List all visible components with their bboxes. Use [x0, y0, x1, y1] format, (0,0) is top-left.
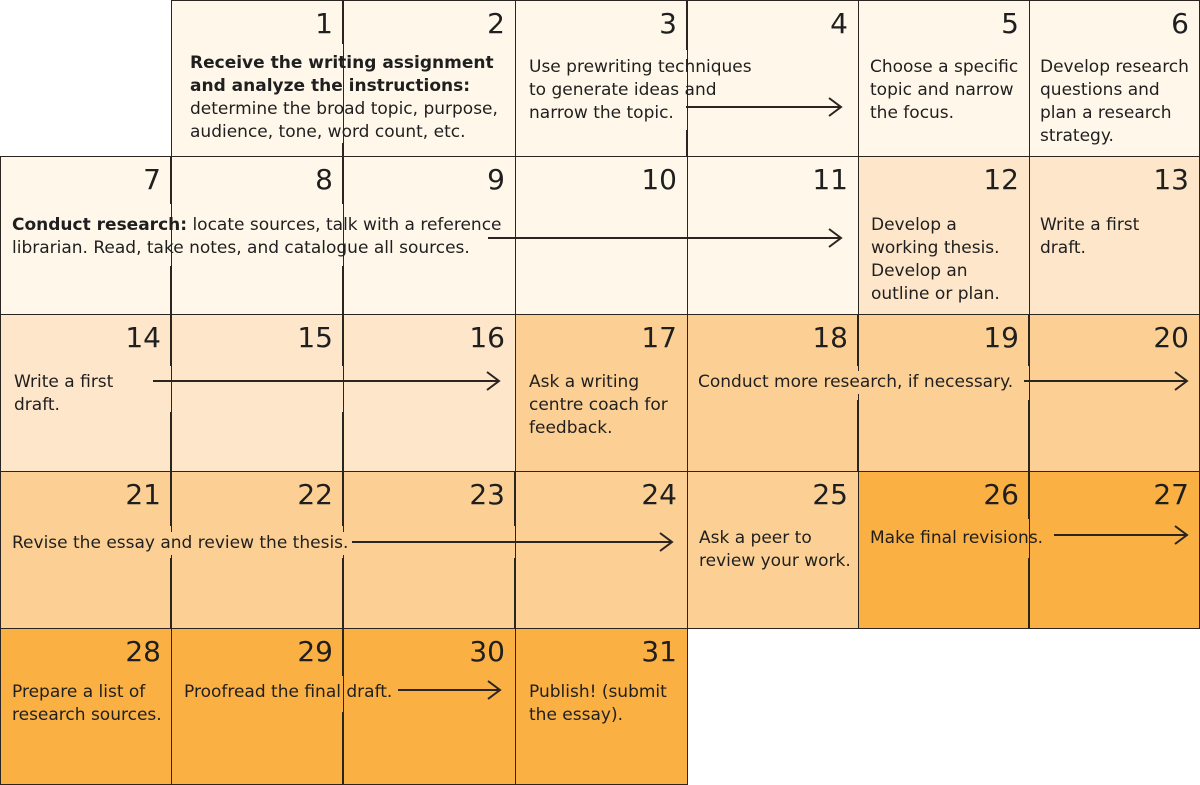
- task-label: Develop research questions and plan a research strategy.: [1040, 57, 1189, 146]
- cell-divider: [170, 266, 172, 315]
- day-number: 27: [1153, 478, 1189, 511]
- cell-divider: [342, 0, 344, 44]
- task-first-draft-14: [14, 371, 144, 417]
- cell-divider: [1028, 471, 1030, 519]
- day-number: 11: [812, 163, 848, 196]
- task-label: Choose a specific topic and narrow the focus.: [870, 57, 1019, 123]
- task-label-bold: Conduct research:: [12, 215, 188, 235]
- task-label: Revise the essay and review the thesis.: [12, 533, 349, 553]
- task-label: Ask a peer to review your work.: [699, 528, 851, 571]
- task-conduct-research: [12, 214, 507, 260]
- cell-divider: [170, 314, 172, 366]
- day-number: 13: [1153, 163, 1189, 196]
- cell-divider: [170, 156, 172, 204]
- day-number: 20: [1153, 321, 1189, 354]
- cell-divider: [342, 412, 344, 472]
- day-cell-15: [171, 314, 344, 472]
- task-choose-topic: [870, 56, 1028, 125]
- cell-divider: [342, 266, 344, 315]
- task-working-thesis: [871, 214, 1016, 306]
- day-number: 16: [469, 321, 505, 354]
- day-number: 23: [469, 478, 505, 511]
- task-label: Publish! (submit the essay).: [529, 682, 667, 725]
- task-analyze-assignment: [190, 52, 506, 144]
- task-publish: [529, 681, 679, 727]
- task-label-bold: Receive the writing assignment and analyze the instructions:: [190, 53, 494, 96]
- task-label: Conduct more research, if necessary.: [698, 372, 1014, 392]
- cell-divider: [342, 558, 344, 629]
- task-research-sources: [12, 681, 170, 727]
- day-number: 17: [641, 321, 677, 354]
- day-number: 12: [983, 163, 1019, 196]
- cell-divider: [170, 412, 172, 472]
- day-cell-26: [858, 471, 1030, 629]
- day-number: 29: [297, 635, 333, 668]
- cell-divider: [686, 0, 688, 50]
- task-writing-coach: [529, 371, 679, 440]
- day-cell-30: [343, 628, 516, 785]
- day-cell-29: [171, 628, 344, 785]
- day-cell-11: [687, 156, 859, 315]
- task-label: locate sources, talk with a reference librarian. Read, take notes, and catalogue all sources.: [12, 215, 502, 258]
- task-label: Make final revisions.: [870, 528, 1044, 548]
- day-number: 3: [659, 7, 677, 40]
- cell-divider: [170, 558, 172, 629]
- day-number: 22: [297, 478, 333, 511]
- cell-divider: [342, 314, 344, 366]
- task-revise-essay: [12, 532, 350, 555]
- task-label: Use prewriting techniques to generate ideas and narrow the topic.: [529, 57, 752, 123]
- day-number: 30: [469, 635, 505, 668]
- day-cell-27: [1029, 471, 1200, 629]
- day-number: 1: [315, 7, 333, 40]
- cell-divider: [1028, 400, 1030, 472]
- cell-divider: [1028, 314, 1030, 366]
- day-number: 2: [487, 7, 505, 40]
- task-peer-review: [699, 527, 851, 573]
- cell-divider: [170, 471, 172, 526]
- cell-divider: [514, 558, 516, 629]
- cell-divider: [342, 471, 344, 526]
- day-cell-20: [1029, 314, 1200, 472]
- day-cell-23: [343, 471, 516, 629]
- task-final-revisions: [870, 527, 1043, 550]
- day-number: 9: [487, 163, 505, 196]
- day-number: 7: [143, 163, 161, 196]
- cell-divider: [1028, 558, 1030, 629]
- cell-divider: [686, 130, 688, 157]
- day-number: 24: [641, 478, 677, 511]
- task-label: Write a first draft.: [14, 372, 114, 415]
- cell-divider: [857, 400, 859, 472]
- task-label: determine the broad topic, purpose, audience, tone, word count, etc.: [190, 99, 498, 142]
- day-number: 6: [1171, 7, 1189, 40]
- task-label: Develop a working thesis. Develop an outline or plan.: [871, 215, 1000, 304]
- day-number: 18: [812, 321, 848, 354]
- day-cell-10: [515, 156, 688, 315]
- day-number: 19: [983, 321, 1019, 354]
- day-number: 14: [125, 321, 161, 354]
- day-cell-24: [515, 471, 688, 629]
- day-number: 4: [830, 7, 848, 40]
- day-number: 26: [983, 478, 1019, 511]
- day-number: 10: [641, 163, 677, 196]
- cell-divider: [342, 628, 344, 676]
- task-first-draft-13: [1040, 214, 1180, 260]
- cell-divider: [342, 143, 344, 157]
- task-more-research: [698, 371, 1015, 394]
- cell-divider: [342, 156, 344, 204]
- day-number: 21: [125, 478, 161, 511]
- task-research-questions: [1040, 56, 1198, 148]
- day-number: 31: [641, 635, 677, 668]
- task-label: Proofread the final draft.: [184, 682, 393, 702]
- day-number: 5: [1001, 7, 1019, 40]
- cell-divider: [342, 712, 344, 785]
- day-cell-16: [343, 314, 516, 472]
- task-proofread: [184, 681, 392, 704]
- day-number: 8: [315, 163, 333, 196]
- task-label: Ask a writing centre coach for feedback.: [529, 372, 668, 438]
- task-prewriting: [529, 56, 769, 125]
- cell-divider: [514, 471, 516, 526]
- task-label: Prepare a list of research sources.: [12, 682, 162, 725]
- task-label: Write a first draft.: [1040, 215, 1140, 258]
- day-number: 28: [125, 635, 161, 668]
- day-number: 25: [812, 478, 848, 511]
- day-number: 15: [297, 321, 333, 354]
- cell-divider: [857, 314, 859, 366]
